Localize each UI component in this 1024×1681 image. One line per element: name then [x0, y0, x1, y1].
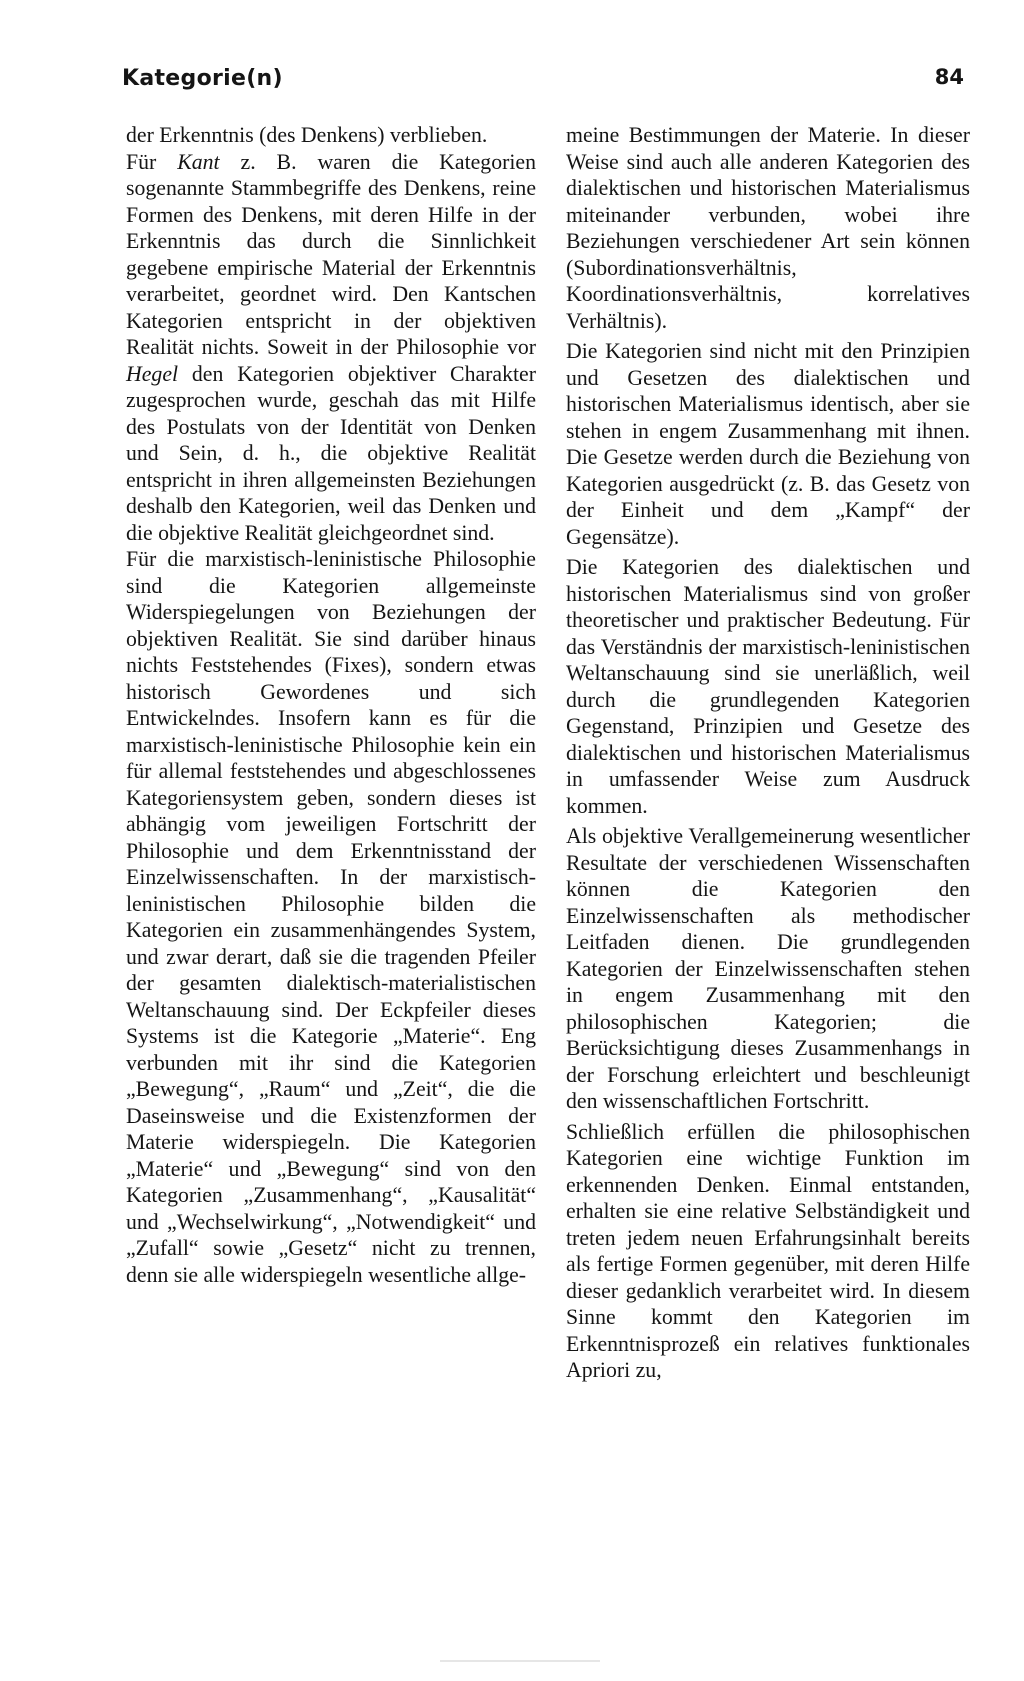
left-paragraph-1: der Erkenntnis (des Denkens) verblieben.: [126, 123, 488, 147]
left-paragraph-3: Für die marxistisch-leninistische Philosophie sind die Kategorien allgemeinste Widerspiegelungen von Beziehungen der objektiven Realität. Sie sind darüber hinaus nichts Feststehendes (Fixes), sondern etwas historisch Gewordenes und sich Entwickelndes. Insofern kann es für die marxistisch-leninistische Philosophie kein ein für allemal feststehendes und abgeschlossenes Kategoriensystem geben, sondern dieses ist abhängig vom jeweiligen Fortschritt der Philosophie und dem Erkenntnisstand der Einzelwissenschaften. In der marxistisch-leninistischen Philosophie bilden die Kategorien ein zusammenhängendes System, und zwar derart, daß sie die tragenden Pfeiler der gesamten dialektisch-materialistischen Weltanschauung sind. Der Eckpfeiler dieses Systems ist die Kategorie „Materie“. Eng verbunden mit ihr sind die Kategorien „Bewegung“, „Raum“ und „Zeit“, die die Daseinsweise und die Existenzformen der Materie widerspiegeln. Die Kategorien „Materie“ und „Bewegung“ sind von den Kategorien „Zusammenhang“, „Kausalität“ und „Wechselwirkung“, „Notwendigkeit“ und „Zufall“ sowie „Gesetz“ nicht zu trennen, denn sie alle widerspiegeln wesentliche allge-: [126, 547, 536, 1287]
name-hegel: Hegel: [126, 361, 179, 386]
right-paragraph-3: Die Kategorien des dialektischen und historischen Materialismus sind von großer theoretischer und praktischer Bedeutung. Für das Verständnis der marxistisch-leninistischen Weltanschauung sind sie unerläßlich, weil durch die grundlegenden Kategorien Gegenstand, Prinzipien und Gesetze des dialektischen und historischen Materialismus in umfassender Weise zum Ausdruck kommen.: [566, 555, 970, 818]
text-span: den Kategorien objektiver Charakter zugesprochen wurde, geschah das mit Hilfe des Postulats von der Identität von Denken und Sein, d. h., die objektive Realität entspricht in ihren allgemeinsten Beziehungen deshalb den Kategorien, weil das Denken und die objektive Realität gleichgeordnet sind.: [126, 361, 536, 545]
right-paragraph-1: meine Bestimmungen der Materie. In dieser Weise sind auch alle anderen Kategorien des dialektischen und historischen Materialismus miteinander verbunden, wobei ihre Beziehungen verschiedener Art sein können (Subordinationsverhältnis, Koordinationsverhältnis, korrelatives Verhältnis).: [566, 123, 970, 333]
right-paragraph-4: Als objektive Verallgemeinerung wesentlicher Resultate der verschiedenen Wissenschaften können die Kategorien den Einzelwissenschaften als methodischer Leitfaden dienen. Die grundlegenden Kategorien der Einzelwissenschaften stehen in engem Zusammenhang mit den philosophischen Kategorien; die Berücksichtigung dieses Zusammenhangs in der Forschung erleichtert und beschleunigt den wissenschaftlichen Fortschritt.: [566, 824, 970, 1113]
text-span: Für: [126, 149, 178, 174]
left-text-column: [126, 122, 536, 1288]
page-number: 84: [934, 65, 964, 89]
name-kant: Kant: [177, 149, 220, 174]
right-text-column: [566, 122, 970, 1384]
page-edge-shadow: [440, 1660, 600, 1662]
text-span: z. B. waren die Kategorien sogenannte Stammbegriffe des Denkens, reine Formen des Denkens, mit deren Hilfe in der Erkenntnis das durch die Sinnlichkeit gegebene empirische Material der Erkenntnis verarbeitet, geordnet wird. Den Kantschen Kategorien entspricht in der objektiven Realität nichts. Soweit in der Philosophie vor: [126, 149, 536, 359]
page-header-title: Kategorie(n): [122, 66, 283, 91]
right-paragraph-2: Die Kategorien sind nicht mit den Prinzipien und Gesetzen des dialektischen und historischen Materialismus identisch, aber sie stehen in engem Zusammenhang mit ihnen. Die Gesetze werden durch die Beziehung von Kategorien ausgedrückt (z. B. das Gesetz von der Einheit und dem „Kampf“ der Gegensätze).: [566, 339, 970, 549]
right-paragraph-5: Schließlich erfüllen die philosophischen Kategorien eine wichtige Funktion im erkennenden Denken. Einmal entstanden, erhalten sie eine relative Selbständigkeit und treten jedem neuen Erfahrungsinhalt bereits als fertige Formen gegenüber, mit deren Hilfe dieser gedanklich verarbeitet wird. In diesem Sinne kommt den Kategorien im Erkenntnisprozeß ein relatives funktionales Apriori zu,: [566, 1119, 970, 1382]
left-paragraph-2: [126, 149, 536, 547]
